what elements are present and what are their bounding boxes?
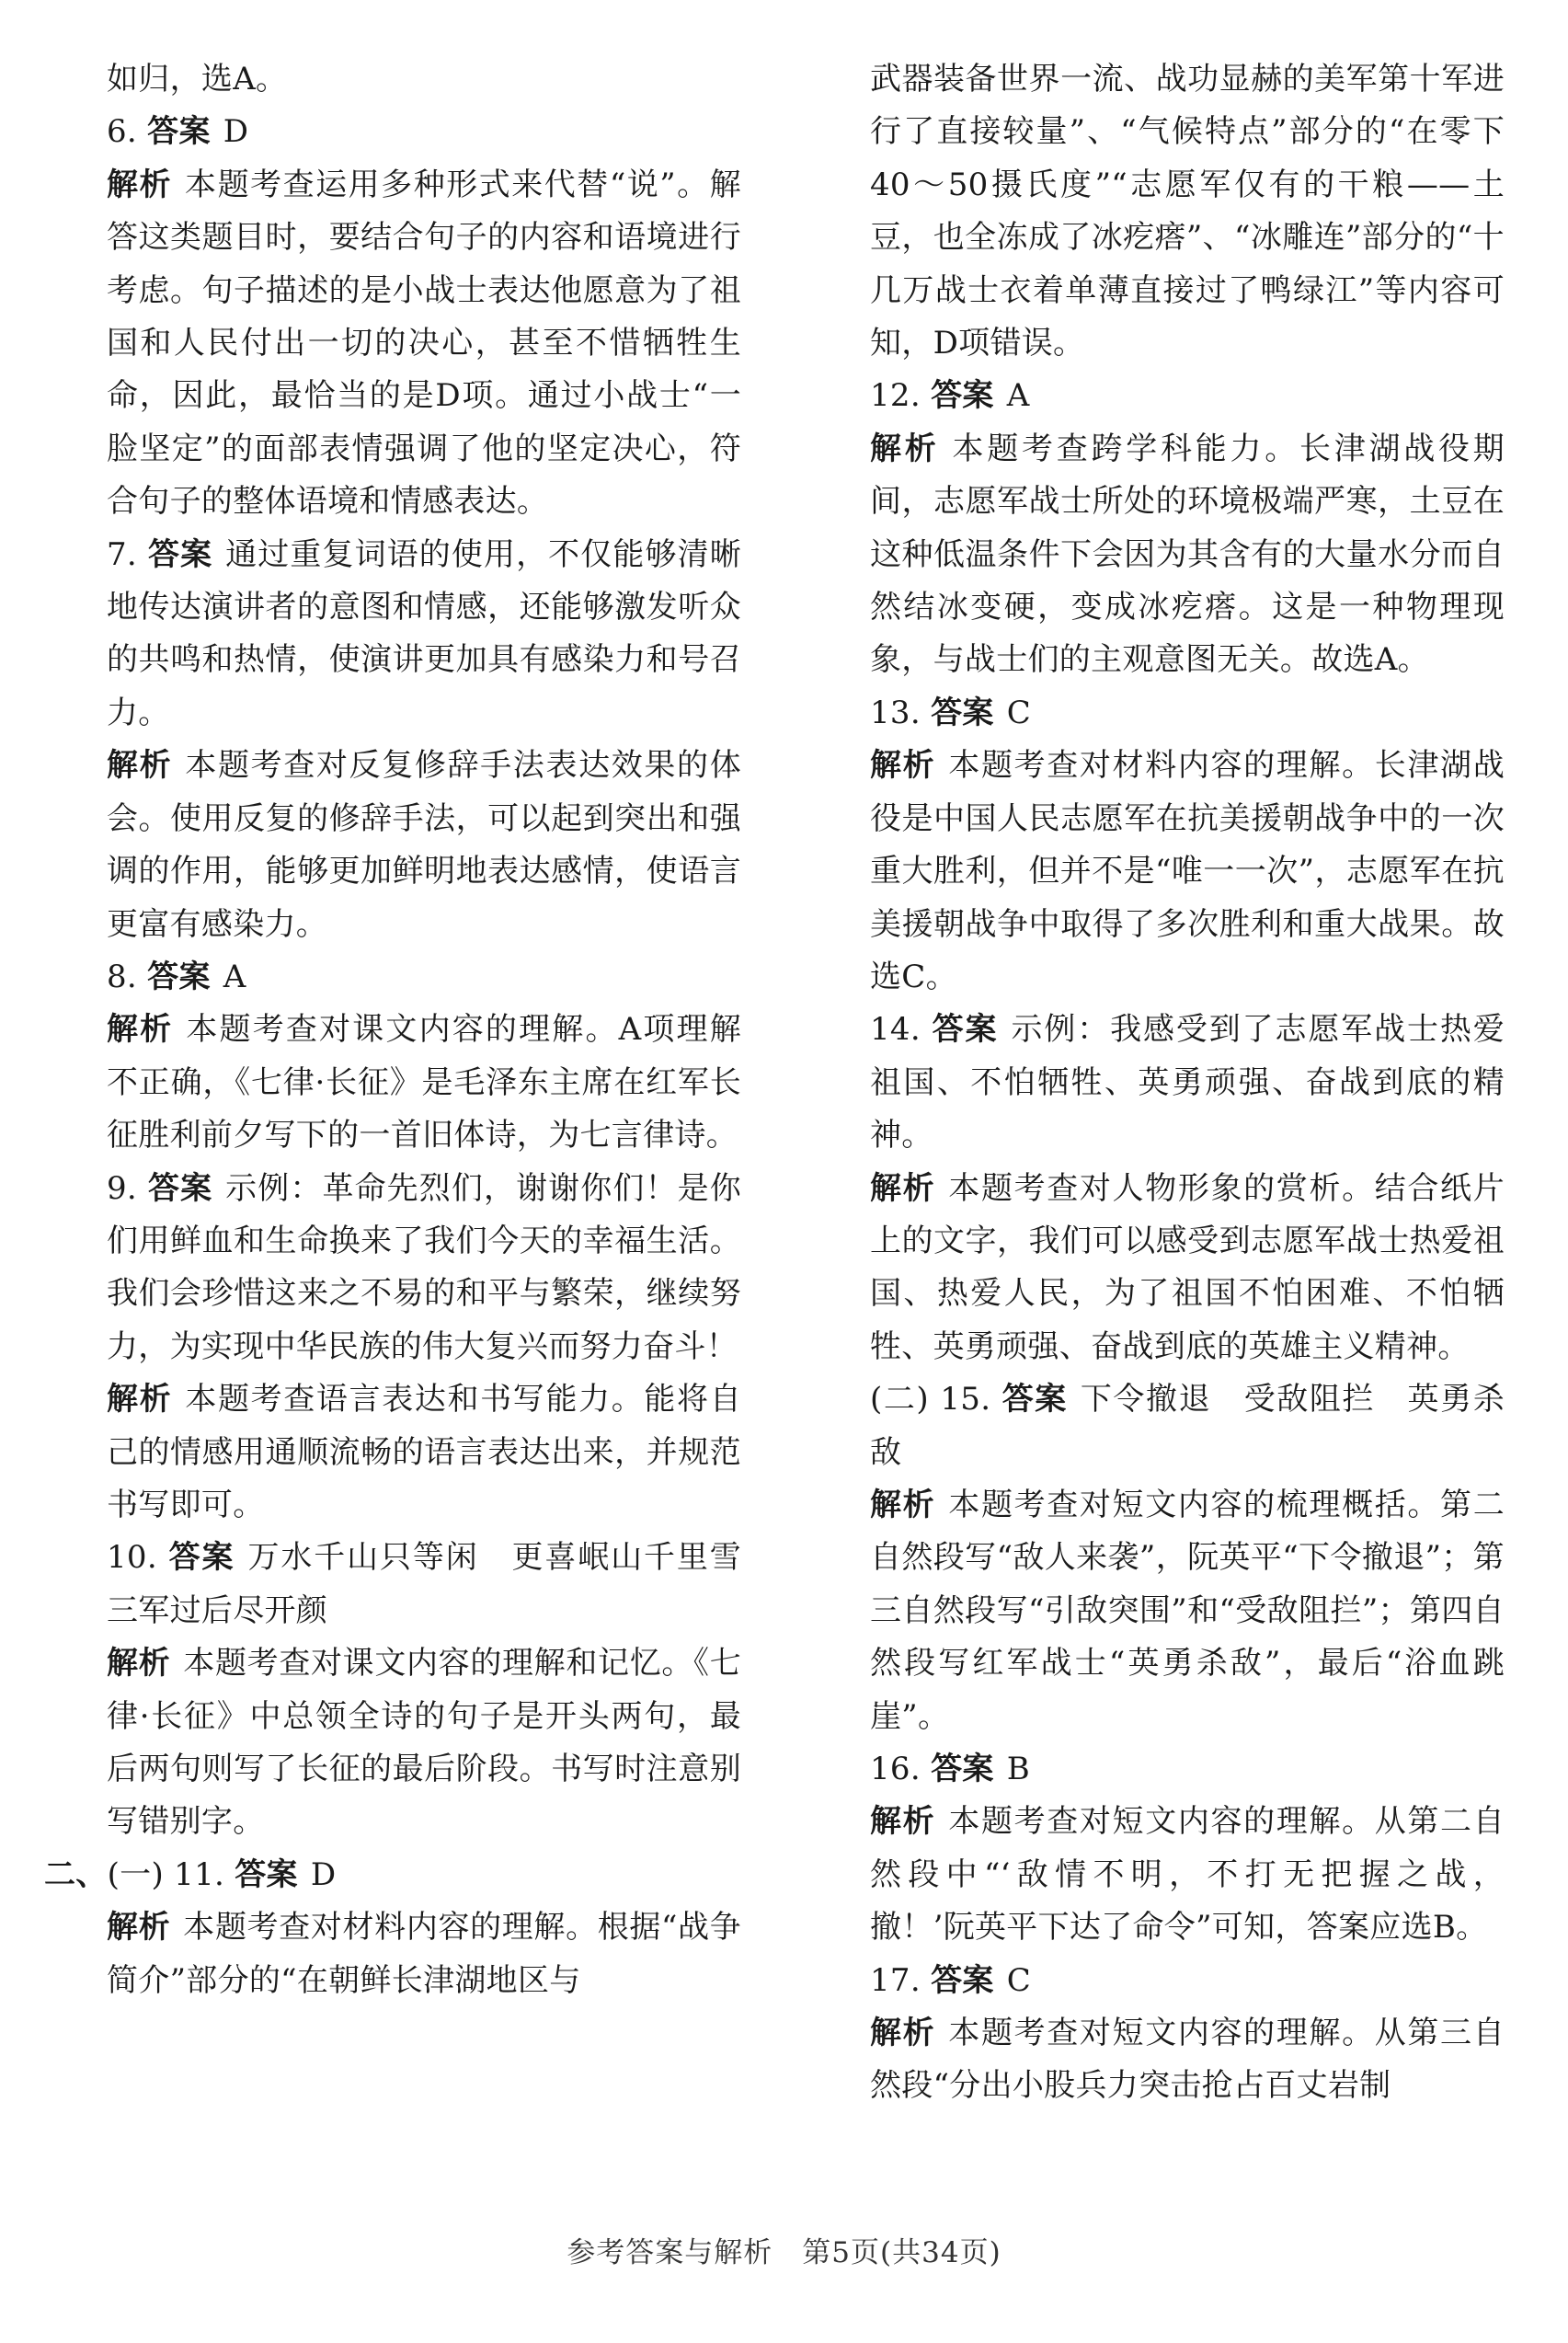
analysis-text: 本题考查对课文内容的理解和记忆。《七律·长征》中总领全诗的句子是开头两句，最后两句则写了长征的最后阶段。书写时注意别写错别字。: [107, 1645, 741, 1841]
answer-label: 答案: [147, 958, 211, 995]
answer-7: [107, 529, 741, 741]
analysis-label: 解析: [107, 1645, 171, 1683]
analysis-text: 本题考查语言表达和书写能力。能将自己的情感用通顺流畅的语言表达出来，并规范书写即可。: [107, 1381, 741, 1523]
analysis-text: 本题考查对反复修辞手法表达效果的体会。使用反复的修辞手法，可以起到突出和强调的作用，能够更加鲜明地表达感情，使语言更富有感染力。: [107, 747, 741, 943]
answer-label: 答案: [932, 1011, 999, 1049]
analysis-label: 解析: [107, 1011, 174, 1049]
analysis-label: 解析: [870, 1486, 936, 1523]
answer-label: 答案: [931, 1961, 994, 1999]
analysis-16: [870, 1796, 1505, 1954]
answer-text: 万水千山只等闲 更喜岷山千里雪 三军过后尽开颜: [107, 1539, 773, 1629]
question-number: 9.: [107, 1169, 138, 1207]
answer-17: [870, 1955, 1505, 2007]
analysis-13: [870, 740, 1505, 1004]
right-column: [870, 53, 1505, 2113]
answer-10: [107, 1532, 773, 1637]
question-number: 12.: [870, 377, 921, 415]
question-number: (一) 11.: [107, 1855, 225, 1893]
analysis-label: 解析: [107, 1381, 173, 1418]
answer-label: 答案: [235, 1855, 298, 1893]
analysis-text: 本题考查对材料内容的理解。长津湖战役是中国人民志愿军在抗美援朝战争中的一次重大胜利，但并不是“唯一一次”，志愿军在抗美援朝战争中取得了多次胜利和重大战果。故选C。: [870, 747, 1505, 995]
question-number: 7.: [107, 535, 138, 573]
answer-label: 答案: [147, 1169, 213, 1207]
answer-9: [107, 1163, 741, 1374]
analysis-text: 本题考查对课文内容的理解。A项理解不正确，《七律·长征》是毛泽东主席在红军长征胜利前夕写下的一首旧体诗，为七言律诗。: [107, 1011, 741, 1154]
analysis-10: [107, 1637, 741, 1849]
page-footer: 参考答案与解析 第5页(共34页): [567, 2236, 1001, 2269]
answer-text: D: [310, 1855, 337, 1893]
answer-15: [870, 1373, 1505, 1479]
analysis-12: [870, 423, 1505, 687]
analysis-7: [107, 740, 741, 951]
analysis-label: 解析: [107, 1909, 171, 1947]
answer-text: C: [1006, 694, 1032, 731]
question-number: 10.: [107, 1539, 157, 1577]
answer-text: A: [1006, 377, 1030, 415]
analysis-text: 本题考查对短文内容的梳理概括。第二自然段写“敌人来袭”，阮英平“下令撤退”；第三自然段写“引敌突围”和“受敌阻拦”；第四自然段写红军战士“英勇杀敌”，最后“浴血跳崖”。: [870, 1486, 1505, 1735]
answer-8: [107, 951, 741, 1004]
analysis-9: [107, 1373, 741, 1532]
analysis-text: 本题考查对短文内容的理解。从第二自然段中“‘敌情不明，不打无把握之战，撤！’阮英平下达了命令”可知，答案应选B。: [870, 1803, 1505, 1947]
answer-label: 答案: [1001, 1381, 1068, 1418]
analysis-11: [107, 1901, 741, 2007]
answer-text: C: [1006, 1961, 1032, 1999]
question-number: 6.: [107, 113, 138, 151]
question-number: 14.: [870, 1011, 921, 1049]
answer-label: 答案: [931, 1751, 994, 1787]
answer-text: 下令撤退 受敌阻拦 英勇杀敌: [870, 1381, 1505, 1471]
continuation-text: 如归，选A。: [107, 61, 288, 98]
answer-label: 答案: [931, 694, 994, 731]
analysis-label: 解析: [870, 1169, 936, 1207]
question-number: 17.: [870, 1961, 921, 1999]
answer-text: D: [223, 113, 249, 151]
answer-11: [44, 1849, 741, 1901]
analysis-label: 解析: [870, 1803, 936, 1841]
analysis-label: 解析: [107, 166, 173, 203]
analysis-14: [870, 1163, 1505, 1374]
continuation-text: 武器装备世界一流、战功显赫的美军第十军进行了直接较量”、“气候特点”部分的“在零下40～50摄氏度”“志愿军仅有的干粮——土豆，也全冻成了冰疙瘩”、“冰雕连”部分的“十几万战士衣着单薄直接过了鸭绿江”等内容可知，D项错误。: [870, 61, 1505, 362]
answer-13: [870, 687, 1505, 740]
answer-text: 示例：革命先烈们，谢谢你们！是你们用鲜血和生命换来了我们今天的幸福生活。我们会珍惜这来之不易的和平与繁荣，继续努力，为实现中华民族的伟大复兴而努力奋斗！: [107, 1169, 741, 1365]
answer-6: [107, 106, 741, 158]
answer-12: [870, 370, 1505, 422]
question-number: 13.: [870, 694, 921, 731]
analysis-label: 解析: [870, 430, 940, 467]
answer-text: 通过重复词语的使用，不仅能够清晰地传达演讲者的意图和情感，还能够激发听众的共鸣和热情，使演讲更加具有感染力和号召力。: [107, 535, 741, 731]
left-column: [44, 53, 773, 2007]
analysis-6: [107, 159, 741, 529]
analysis-text: 本题考查对人物形象的赏析。结合纸片上的文字，我们可以感受到志愿军战士热爱祖国、热爱人民，为了祖国不怕困难、不怕牺牲、英勇顽强、奋战到底的英雄主义精神。: [870, 1169, 1505, 1365]
answer-text: B: [1006, 1751, 1030, 1787]
answer-16: [870, 1743, 1505, 1796]
analysis-label: 解析: [870, 2015, 936, 2052]
question-number: 8.: [107, 958, 138, 995]
analysis-15: [870, 1479, 1505, 1743]
answer-text: A: [223, 958, 246, 995]
analysis-text: 本题考查对材料内容的理解。根据“战争简介”部分的“在朝鲜长津湖地区与: [107, 1909, 741, 1999]
answer-label: 答案: [931, 377, 994, 415]
analysis-text: 本题考查运用多种形式来代替“说”。解答这类题目时，要结合句子的内容和语境进行考虑。句子描述的是小战士表达他愿意为了祖国和人民付出一切的决心，甚至不惜牺牲生命，因此，最恰当的是D项。通过小战士“一脸坚定”的面部表情强调了他的坚定决心，符合句子的整体语境和情感表达。: [107, 166, 741, 521]
analysis-text: 本题考查对短文内容的理解。从第三自然段“分出小股兵力突击抢占百丈岩制: [870, 2015, 1505, 2105]
answer-14: [870, 1004, 1505, 1162]
answer-label: 答案: [147, 535, 213, 573]
analysis-8: [107, 1004, 741, 1162]
question-number: (二) 15.: [870, 1381, 991, 1418]
question-number: 16.: [870, 1751, 921, 1787]
answer-label: 答案: [147, 113, 211, 151]
analysis-17: [870, 2007, 1505, 2113]
analysis-text: 本题考查跨学科能力。长津湖战役期间，志愿军战士所处的环境极端严寒，土豆在这种低温条件下会因为其含有的大量水分而自然结冰变硬，变成冰疙瘩。这是一种物理现象，与战士们的主观意图无关。故选A。: [870, 430, 1505, 679]
answer-label: 答案: [168, 1539, 235, 1577]
analysis-label: 解析: [107, 747, 173, 785]
answer-text: 示例：我感受到了志愿军战士热爱祖国、不怕牺牲、英勇顽强、奋战到底的精神。: [870, 1011, 1505, 1154]
section-heading: 二、: [44, 1855, 108, 1893]
analysis-label: 解析: [870, 747, 936, 785]
